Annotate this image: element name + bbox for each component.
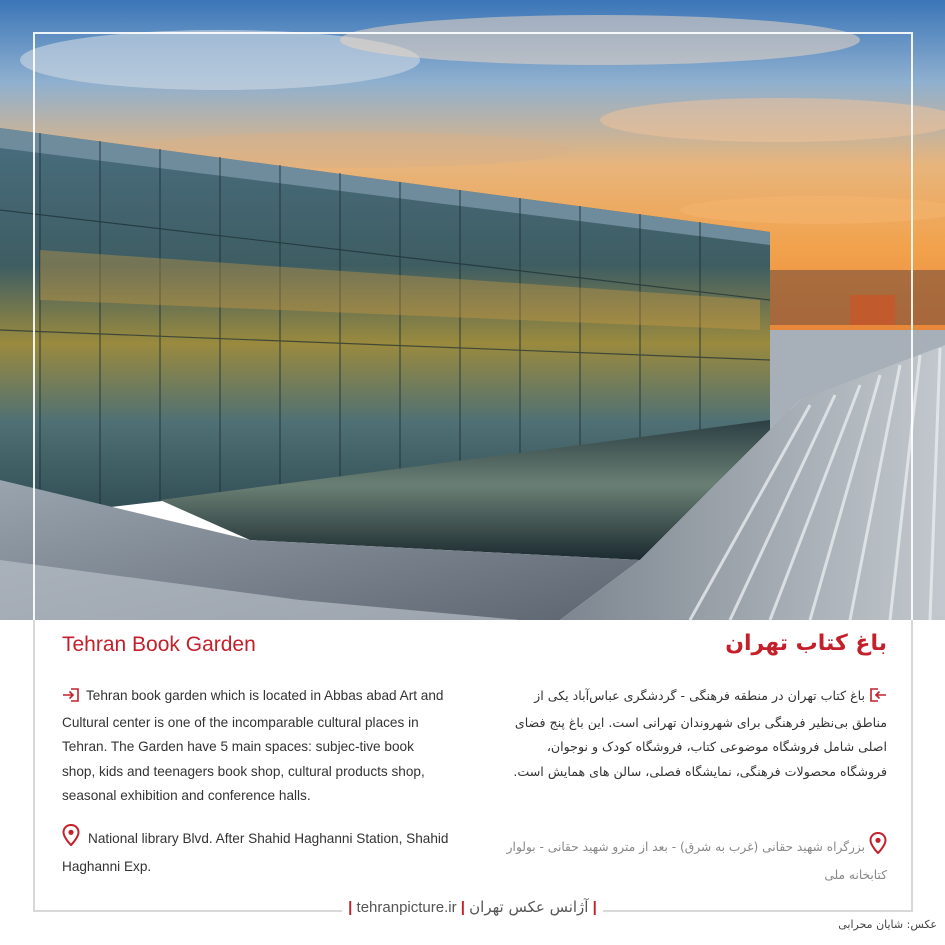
description-english-text: Tehran book garden which is located in Abbas abad Art and Cultural center is one of the incomparable cultural places in Tehran. The Garden have 5 main spaces: subjec-tive book shop, kids and teenagers book shop, cultural products shop, seasonal exhibition and conference halls.	[62, 688, 444, 803]
website-link[interactable]: tehranpicture.ir	[356, 899, 457, 916]
agency-name: آژانس عکس تهران	[469, 898, 589, 916]
enter-arrow-icon	[869, 686, 887, 711]
address-persian-text: بزرگراه شهید حقانی (غرب به شرق) - بعد از مترو شهید حقانی - بولوار کتابخانه ملی	[506, 840, 887, 882]
description-persian	[502, 684, 887, 784]
divider: |	[592, 899, 597, 916]
location-pin-icon	[869, 832, 887, 863]
description-english	[62, 684, 447, 809]
enter-arrow-icon	[62, 686, 80, 711]
address-english	[62, 824, 452, 879]
title-english: Tehran Book Garden	[62, 633, 256, 656]
address-persian	[497, 832, 887, 888]
footer	[0, 898, 945, 916]
photo-credit: عکس: شایان محرابی	[838, 918, 937, 931]
divider: |	[460, 899, 465, 916]
divider: |	[348, 899, 353, 916]
address-english-text: National library Blvd. After Shahid Haghanni Station, Shahid Haghanni Exp.	[62, 831, 449, 874]
title-persian: باغ کتاب تهران	[725, 631, 887, 656]
description-persian-text: باغ کتاب تهران در منطقه فرهنگی - گردشگری عباس‌آباد یکی از مناطق بی‌نظیر فرهنگی برای شهروندان تهرانی است. این باغ پنج فضای اصلی شامل فروشگاه موضوعی کتاب، فروشگاه کودک و نوجوان، فروشگاه محصولات فرهنگی، نمایشگاه فصلی، سالن های همایش است.	[513, 688, 887, 779]
location-pin-icon	[62, 824, 80, 855]
